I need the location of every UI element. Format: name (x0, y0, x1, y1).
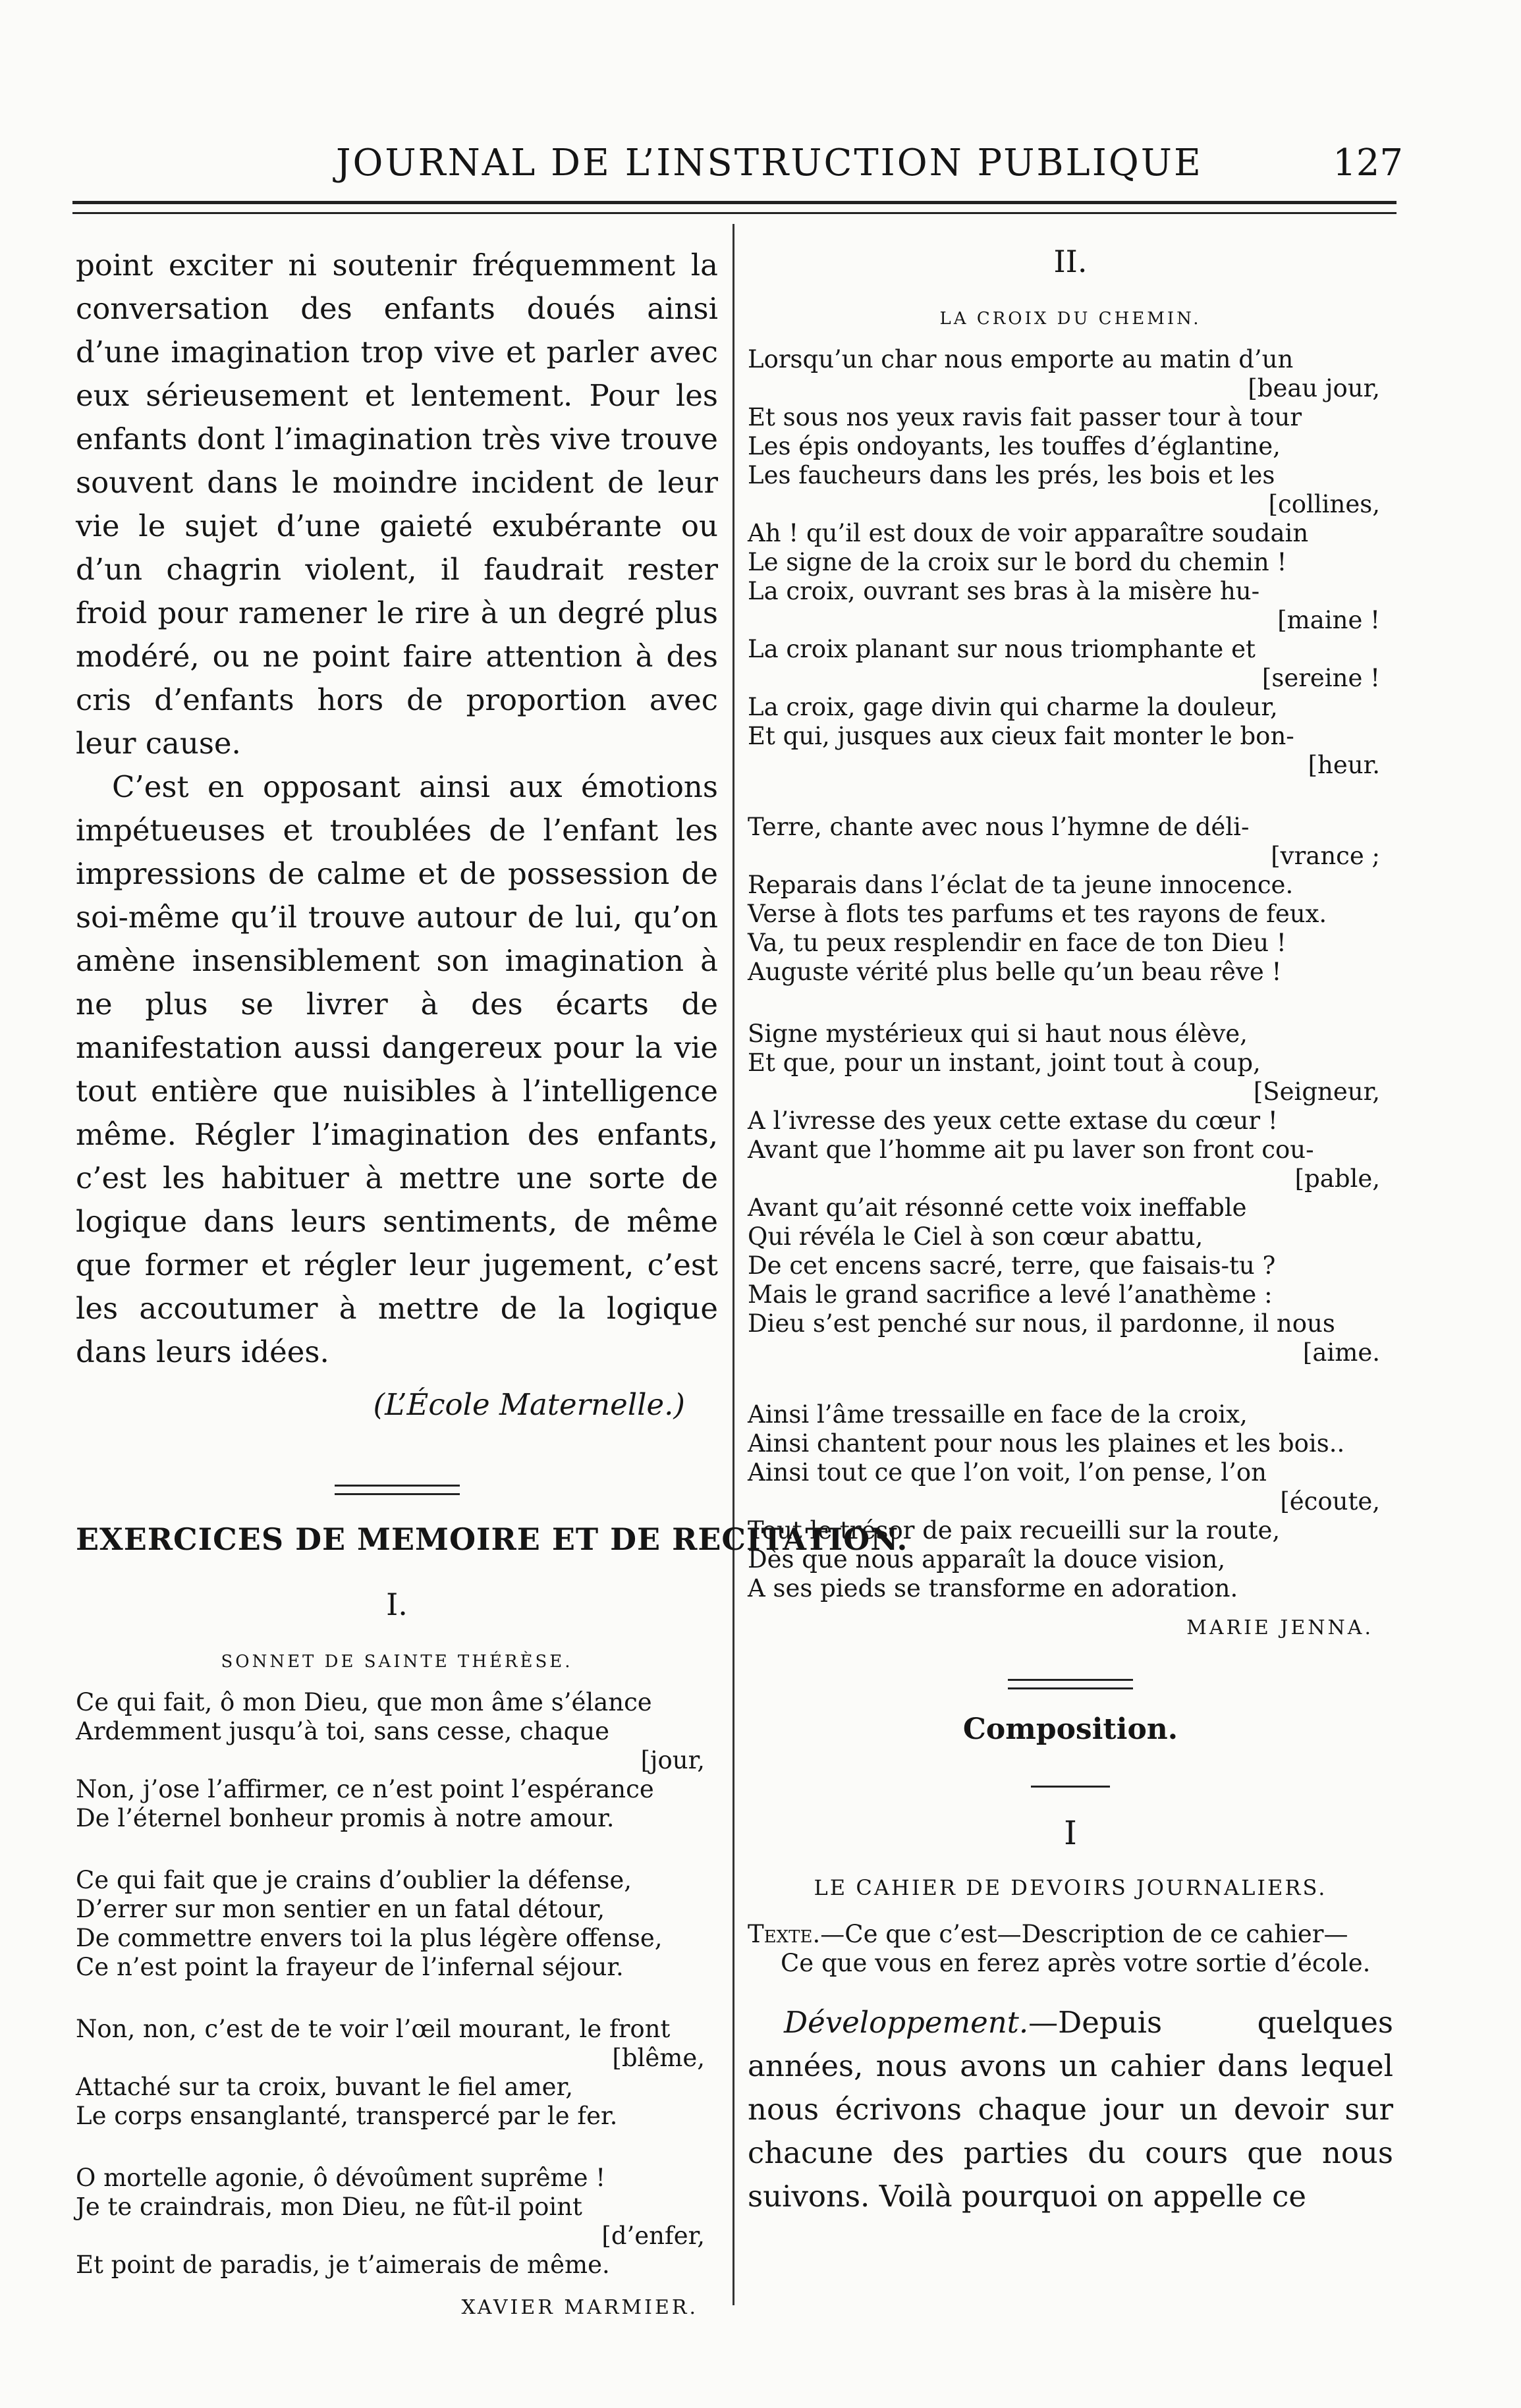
verse-line: La croix, ouvrant ses bras à la misère hu- (748, 577, 1260, 605)
verse-line: Dieu s’est penché sur nous, il pardonne, il nous (748, 1309, 1335, 1338)
verse-line: A ses pieds se transforme en adoration. (748, 1574, 1238, 1602)
verse-line: Signe mystérieux qui si haut nous élève, (748, 1020, 1248, 1048)
right-column (748, 244, 1393, 2218)
stanza (748, 1400, 1393, 1603)
verse-line: O mortelle agonie, ô dévoûment suprême ! (76, 2164, 606, 2192)
composition-heading: Composition. (962, 1712, 1178, 1746)
verse-line: Ce qui fait, ô mon Dieu, que mon âme s’élance (76, 1688, 652, 1716)
composition-title: LE CAHIER DE DEVOIRS JOURNALIERS. (814, 1875, 1327, 1900)
verse-line: Je te craindrais, mon Dieu, ne fût-il point (76, 2193, 582, 2221)
verse-line: Ardemment jusqu’à toi, sans cesse, chaque (76, 1717, 610, 1745)
verse-line: Ce qui fait que je crains d’oublier la défense, (76, 1866, 632, 1894)
running-title: JOURNAL DE L’INSTRUCTION PUBLIQUE (336, 142, 1203, 184)
stanza (76, 2015, 718, 2131)
verse-line: Lorsqu’un char nous emporte au matin d’un (748, 345, 1294, 373)
verse-line-continuation: [blême, (612, 2044, 705, 2072)
verse-line: Ainsi chantent pour nous les plaines et les bois.. (748, 1429, 1345, 1458)
heading-underline (1031, 1786, 1110, 1788)
stanza (76, 1688, 718, 1833)
verse-line: De cet encens sacré, terre, que faisais-tu ? (748, 1251, 1276, 1280)
verse-line: Avant qu’ait résonné cette voix ineffable (748, 1193, 1247, 1222)
stanza (748, 1020, 1393, 1367)
verse-line-continuation: [pable, (1294, 1164, 1380, 1193)
composition-number: I (1064, 1814, 1077, 1852)
verse-line: Les épis ondoyants, les touffes d’églantine, (748, 432, 1281, 460)
stanza (748, 345, 1393, 780)
verse-line: Et que, pour un instant, joint tout à coup, (748, 1049, 1261, 1077)
development-label: Développement. (784, 2005, 1029, 2040)
poem-title: SONNET DE SAINTE THÉRÈSE. (221, 1652, 573, 1672)
column-divider (733, 224, 734, 2305)
verse-line: Verse à flots tes parfums et tes rayons de feux. (748, 900, 1327, 928)
poem-number: II. (1053, 244, 1088, 279)
verse-line: Auguste vérité plus belle qu’un beau rêve ! (748, 958, 1282, 986)
verse-line: Attaché sur ta croix, buvant le fiel amer, (76, 2073, 573, 2101)
verse-line-continuation: [aime. (1302, 1338, 1380, 1367)
verse-line: Mais le grand sacrifice a levé l’anathème : (748, 1280, 1273, 1309)
verse-line: De commettre envers toi la plus légère offense, (76, 1924, 663, 1952)
header-rule-thin (72, 212, 1397, 214)
verse-line: Ainsi tout ce que l’on voit, l’on pense, l’on (748, 1458, 1267, 1487)
texte-line: Ce que vous en ferez après votre sortie d’école. (781, 1949, 1371, 1977)
verse-line: Les faucheurs dans les prés, les bois et les (748, 461, 1275, 489)
verse-line: A l’ivresse des yeux cette extase du cœur ! (748, 1107, 1278, 1135)
verse-line: Qui révéla le Ciel à son cœur abattu, (748, 1222, 1203, 1251)
article-attribution: (L’École Maternelle.) (373, 1387, 685, 1422)
poem-author: XAVIER MARMIER. (461, 2296, 698, 2319)
paragraph: point exciter ni soutenir fréquemment la conversation des enfants doués ainsi d’une imagination trop vive et parler avec eux sérieusement et lentement. Pour les enfants dont l’imagination très vive trouve souvent dans le moindre incident de leur vie le sujet d’une gaieté exubérante ou d’un chagrin violent, il faudrait rester froid pour ramener le rire à un degré plus modéré, ou ne point faire attention à des cris d’enfants hors de proportion avec leur cause. (76, 248, 718, 761)
poem-sonnet (76, 1688, 718, 2280)
verse-line: Ah ! qu’il est doux de voir apparaître soudain (748, 519, 1309, 547)
poem-title: LA CROIX DU CHEMIN. (939, 309, 1202, 329)
composition-subject (748, 1920, 1393, 1978)
verse-line: La croix, gage divin qui charme la douleur, (748, 693, 1278, 721)
poem-la-croix-du-chemin (748, 345, 1393, 1603)
verse-line-continuation: [vrance ; (1271, 842, 1380, 870)
verse-line-continuation: [sereine ! (1261, 664, 1380, 692)
composition-development (748, 2001, 1393, 2218)
texte-label: Texte. (748, 1920, 821, 1948)
development-text: —Depuis quelques années, nous avons un cahier dans lequel nous écrivons chaque jour un devoir sur chacune des parties du cours que nous suivons. Voilà pourquoi on appelle ce (748, 2005, 1393, 2214)
verse-line-continuation: [d’enfer, (601, 2222, 705, 2250)
page-header (79, 142, 1403, 194)
page-number: 127 (1333, 142, 1403, 184)
verse-line: La croix planant sur nous triomphante et (748, 635, 1256, 663)
verse-line: Ainsi l’âme tressaille en face de la croix, (748, 1400, 1248, 1429)
verse-line-continuation: [collines, (1268, 490, 1380, 518)
verse-line: Reparais dans l’éclat de ta jeune innocence. (748, 871, 1294, 899)
verse-line: Tout le trésor de paix recueilli sur la route, (748, 1516, 1281, 1545)
verse-line: Et qui, jusques aux cieux fait monter le bon- (748, 722, 1294, 750)
verse-line: Ce n’est point la frayeur de l’infernal séjour. (76, 1953, 624, 1981)
header-rule-thick (72, 201, 1397, 204)
verse-line-continuation: [Seigneur, (1253, 1078, 1380, 1106)
poem-author: MARIE JENNA. (1186, 1616, 1373, 1639)
poem-number: I. (386, 1587, 408, 1622)
verse-line: Non, j’ose l’affirmer, ce n’est point l’espérance (76, 1775, 654, 1803)
verse-line: Dès que nous apparaît la douce vision, (748, 1545, 1226, 1573)
verse-line: De l’éternel bonheur promis à notre amour. (76, 1804, 615, 1832)
verse-line-continuation: [heur. (1308, 751, 1380, 779)
paragraph: C’est en opposant ainsi aux émotions impétueuses et troublées de l’enfant les impressions de calme et de possession de soi-même qu’il trouve autour de lui, qu’on amène insensiblement son imagination à ne plus se livrer à des écarts de manifestation aussi dangereux pour la vie tout entière que nuisibles à l’intelligence même. Régler l’imagination des enfants, c’est les habituer à mettre une sorte de logique dans leurs sentiments, de même que former et régler leur jugement, c’est les accoutumer à mettre de la logique dans leurs idées. (76, 769, 718, 1369)
verse-line: Le corps ensanglanté, transpercé par le fer. (76, 2102, 618, 2130)
stanza (748, 813, 1393, 987)
verse-line-continuation: [jour, (640, 1746, 705, 1774)
verse-line: Et point de paradis, je t’aimerais de même. (76, 2251, 610, 2279)
section-heading: EXERCICES DE MEMOIRE ET DE RECITATION. (76, 1521, 908, 1557)
stanza (76, 1866, 718, 1982)
article-body (76, 244, 718, 1374)
verse-line: Et sous nos yeux ravis fait passer tour à tour (748, 403, 1302, 431)
verse-line-continuation: [écoute, (1280, 1487, 1380, 1516)
section-separator (335, 1485, 460, 1495)
verse-line: Le signe de la croix sur le bord du chemin ! (748, 548, 1287, 576)
verse-line: D’errer sur mon sentier en un fatal détour, (76, 1895, 605, 1923)
verse-line-continuation: [beau jour, (1248, 374, 1380, 402)
section-separator (1008, 1679, 1133, 1689)
verse-line: Non, non, c’est de te voir l’œil mourant, le front (76, 2015, 671, 2043)
texte-line: —Ce que c’est—Description de ce cahier— (820, 1920, 1348, 1948)
verse-line: Va, tu peux resplendir en face de ton Dieu ! (748, 929, 1286, 957)
verse-line: Avant que l’homme ait pu laver son front cou- (748, 1136, 1314, 1164)
verse-line: Terre, chante avec nous l’hymne de déli- (748, 813, 1250, 841)
stanza (76, 2164, 718, 2280)
verse-line-continuation: [maine ! (1277, 606, 1380, 634)
